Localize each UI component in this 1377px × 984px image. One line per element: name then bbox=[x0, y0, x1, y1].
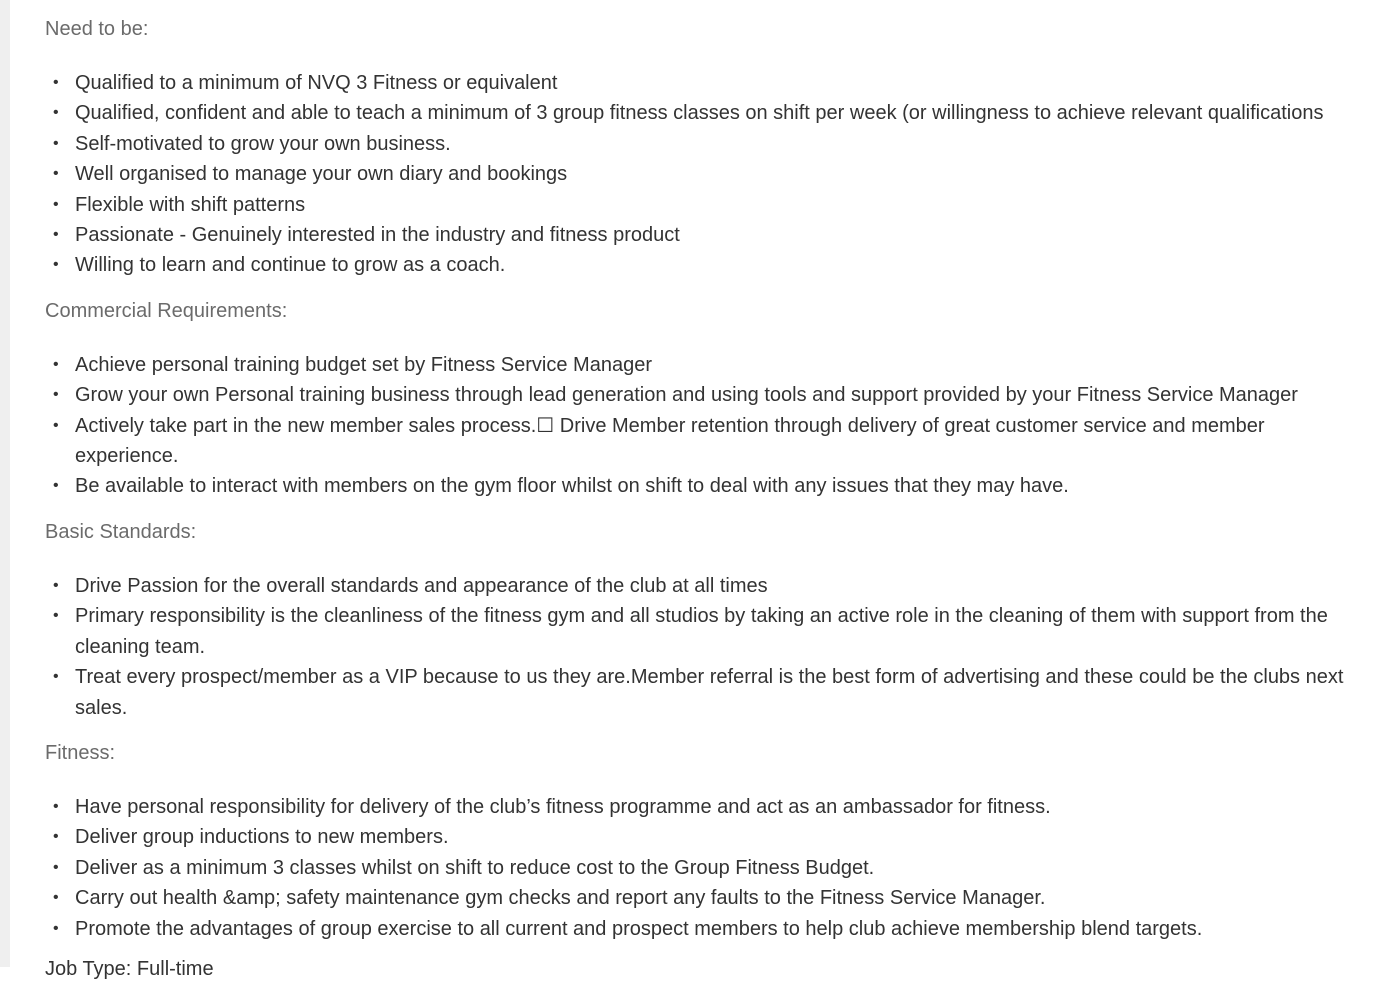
section-list-need-to-be bbox=[45, 68, 1370, 281]
list-item: • Promote the advantages of group exercise to all current and prospect members to help club achieve membership blend targets. bbox=[75, 914, 1370, 944]
list-item: • Carry out health &amp; safety maintenance gym checks and report any faults to the Fitness Service Manager. bbox=[75, 883, 1370, 913]
list-item: • Be available to interact with members on the gym floor whilst on shift to deal with any issues that they may have. bbox=[75, 471, 1370, 501]
section-heading-fitness: Fitness: bbox=[45, 741, 116, 764]
list-item: • Grow your own Personal training business through lead generation and using tools and support provided by your Fitness Service Manager bbox=[75, 380, 1370, 410]
list-item: • Primary responsibility is the cleanliness of the fitness gym and all studios by taking an active role in the cleaning of them with support from the cleaning team. bbox=[75, 601, 1370, 662]
list-item: • Qualified to a minimum of NVQ 3 Fitness or equivalent bbox=[75, 68, 1370, 98]
section-list-fitness bbox=[45, 792, 1370, 944]
list-item: • Deliver group inductions to new members. bbox=[75, 822, 1370, 852]
list-item: • Willing to learn and continue to grow as a coach. bbox=[75, 250, 1370, 280]
list-item: • Qualified, confident and able to teach a minimum of 3 group fitness classes on shift per week (or willingness to achieve relevant qualifications bbox=[75, 98, 1370, 128]
section-heading-commercial-requirements: Commercial Requirements: bbox=[45, 299, 288, 322]
list-item: • Treat every prospect/member as a VIP because to us they are.Member referral is the best form of advertising and these could be the clubs next sales. bbox=[75, 662, 1370, 723]
section-list-commercial-requirements bbox=[45, 350, 1370, 502]
list-item: • Well organised to manage your own diary and bookings bbox=[75, 159, 1370, 189]
list-item: • Achieve personal training budget set by Fitness Service Manager bbox=[75, 350, 1370, 380]
list-item: • Self-motivated to grow your own business. bbox=[75, 129, 1370, 159]
section-list-basic-standards bbox=[45, 571, 1370, 723]
list-item: • Passionate - Genuinely interested in the industry and fitness product bbox=[75, 220, 1370, 250]
section-heading-basic-standards: Basic Standards: bbox=[45, 520, 197, 543]
list-item: • Have personal responsibility for delivery of the club’s fitness programme and act as an ambassador for fitness. bbox=[75, 792, 1370, 822]
list-item: • Deliver as a minimum 3 classes whilst on shift to reduce cost to the Group Fitness Budget. bbox=[75, 853, 1370, 883]
list-item: • Drive Passion for the overall standards and appearance of the club at all times bbox=[75, 571, 1370, 601]
left-margin-strip bbox=[0, 0, 10, 967]
list-item: • Flexible with shift patterns bbox=[75, 190, 1370, 220]
section-heading-need-to-be: Need to be: bbox=[45, 18, 149, 40]
job-description-body bbox=[45, 14, 1370, 959]
next-section-heading-cut-off: Job Type: Full-time bbox=[45, 958, 214, 980]
list-item: • Actively take part in the new member sales process.☐ Drive Member retention through delivery of great customer service and member experience. bbox=[75, 411, 1370, 472]
